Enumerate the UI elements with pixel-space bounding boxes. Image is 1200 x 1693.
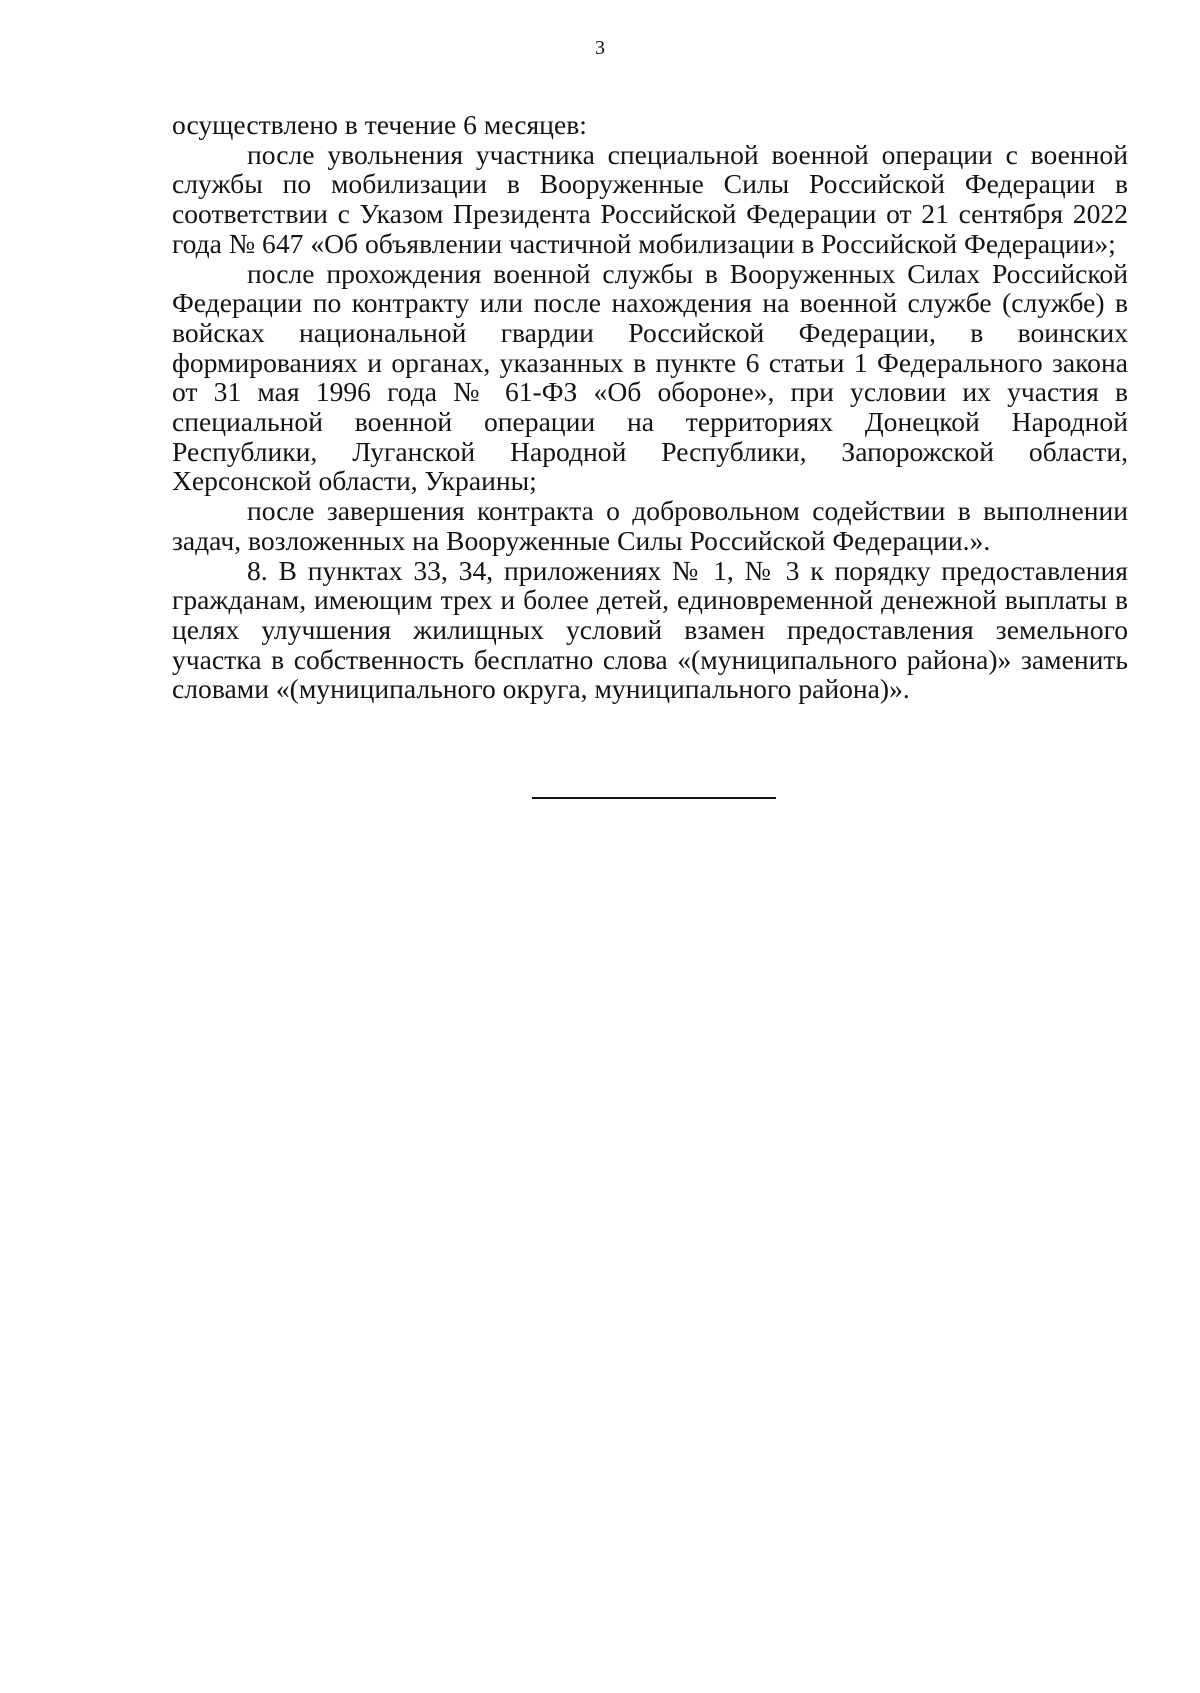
end-of-document-rule: [532, 797, 776, 799]
paragraph-item-8: 8. В пунктах 33, 34, приложениях № 1, № 3 к порядку предоставления гражданам, имеющим трех и более детей, единовременной денежной выплаты в целях улучшения жилищных условий взамен предоставления земельного участка в собственность бесплатно слова «(муниципального района)» заменить словами «(муниципального округа, муниципального района)».: [172, 554, 1128, 705]
page-number: 3: [595, 37, 605, 59]
paragraph-continuation: осуществлено в течение 6 месяцев:: [172, 109, 587, 140]
document-body: [172, 110, 1128, 704]
paragraph-mobilization-discharge: после увольнения участника специальной военной операции с военной службы по мобилизации в Вооруженные Силы Российской Федерации в соответствии с Указом Президента Российской Федерации от 21 сентября 2022 года № 647 «Об объявлении частичной мобилизации в Российской Федерации»;: [172, 138, 1128, 259]
paragraph-contract-service: после прохождения военной службы в Вооруженных Силах Российской Федерации по контракту или после нахождения на военной службе (службе) в войсках национальной гвардии Российской Федерации, в воинских формированиях и органах, указанных в пункте 6 статьи 1 Федерального закона от 31 мая 1996 года № 61-ФЗ «Об обороне», при условии их участия в специальной военной операции на территориях Донецкой Народной Республики, Луганской Народной Республики, Запорожской области, Херсонской области, Украины;: [172, 257, 1128, 497]
paragraph-volunteer-contract: после завершения контракта о добровольном содействии в выполнении задач, возложенных на Вооруженные Силы Российской Федерации.».: [172, 495, 1128, 556]
